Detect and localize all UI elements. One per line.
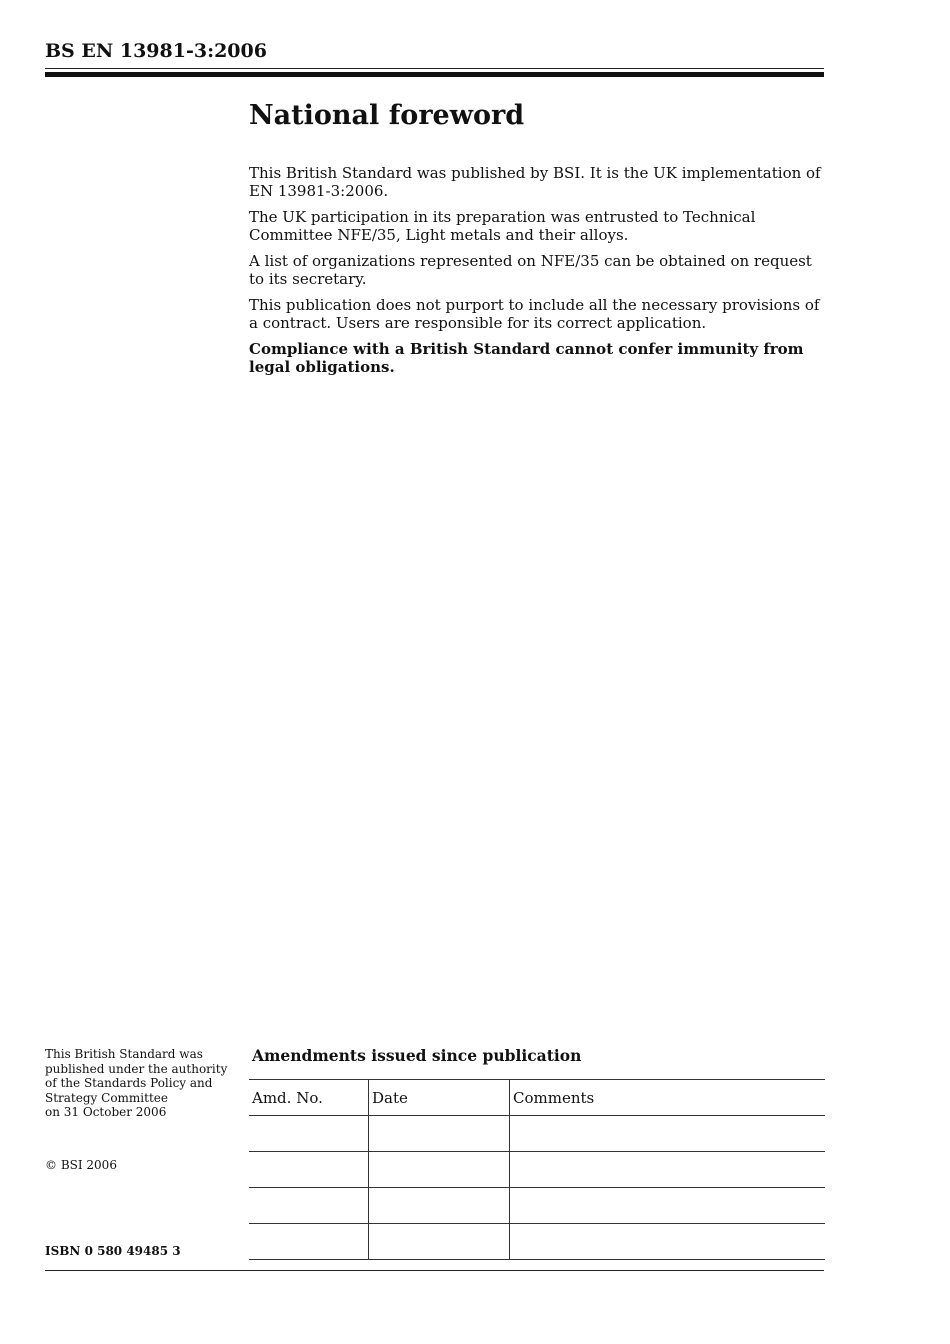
amendments-title: Amendments issued since publication xyxy=(252,1046,582,1065)
footer-rule xyxy=(45,1270,824,1271)
paragraph: A list of organizations represented on NFE/35 can be obtained on request to its secretary. xyxy=(249,252,812,288)
paragraph: The UK participation in its preparation was entrusted to Technical Committee NFE/35, Light metals and their alloys. xyxy=(249,208,756,244)
table-cell xyxy=(510,1224,826,1260)
authority-line: published under the authority xyxy=(45,1061,228,1076)
publication-authority xyxy=(45,1047,235,1120)
table-cell xyxy=(369,1152,510,1188)
isbn: ISBN 0 580 49485 3 xyxy=(45,1244,181,1258)
page-title: National foreword xyxy=(249,100,525,131)
foreword-body xyxy=(249,164,824,384)
table-header-row xyxy=(249,1080,825,1116)
table-cell xyxy=(510,1188,826,1224)
paragraph: This publication does not purport to include all the necessary provisions of a contract. Users are responsible for its correct application. xyxy=(249,296,820,332)
table-row xyxy=(249,1224,825,1260)
table-cell xyxy=(249,1188,369,1224)
table-cell xyxy=(369,1224,510,1260)
table-cell xyxy=(249,1116,369,1152)
column-header-amd-no: Amd. No. xyxy=(252,1088,323,1107)
table-cell xyxy=(510,1116,826,1152)
table-row xyxy=(249,1152,825,1188)
authority-line: This British Standard was xyxy=(45,1047,203,1061)
paragraph: This British Standard was published by BSI. It is the UK implementation of EN 13981-3:2006. xyxy=(249,164,821,200)
authority-line: Strategy Committee xyxy=(45,1090,168,1105)
authority-line: on 31 October 2006 xyxy=(45,1105,167,1119)
column-header-date: Date xyxy=(369,1080,510,1116)
compliance-statement: Compliance with a British Standard cannot confer immunity from legal obligations. xyxy=(249,340,804,376)
amendments-table xyxy=(249,1079,825,1260)
table-row xyxy=(249,1188,825,1224)
header-rule-thick xyxy=(45,72,824,77)
header-rule-thin xyxy=(45,68,824,69)
table-cell xyxy=(369,1188,510,1224)
table-cell xyxy=(510,1152,826,1188)
table-cell xyxy=(249,1224,369,1260)
document-code: BS EN 13981-3:2006 xyxy=(45,40,267,62)
table-cell xyxy=(369,1116,510,1152)
column-header-comments: Comments xyxy=(510,1080,826,1116)
authority-line: of the Standards Policy and xyxy=(45,1076,213,1090)
table-cell xyxy=(249,1152,369,1188)
copyright-notice: © BSI 2006 xyxy=(45,1158,117,1172)
table-row xyxy=(249,1116,825,1152)
